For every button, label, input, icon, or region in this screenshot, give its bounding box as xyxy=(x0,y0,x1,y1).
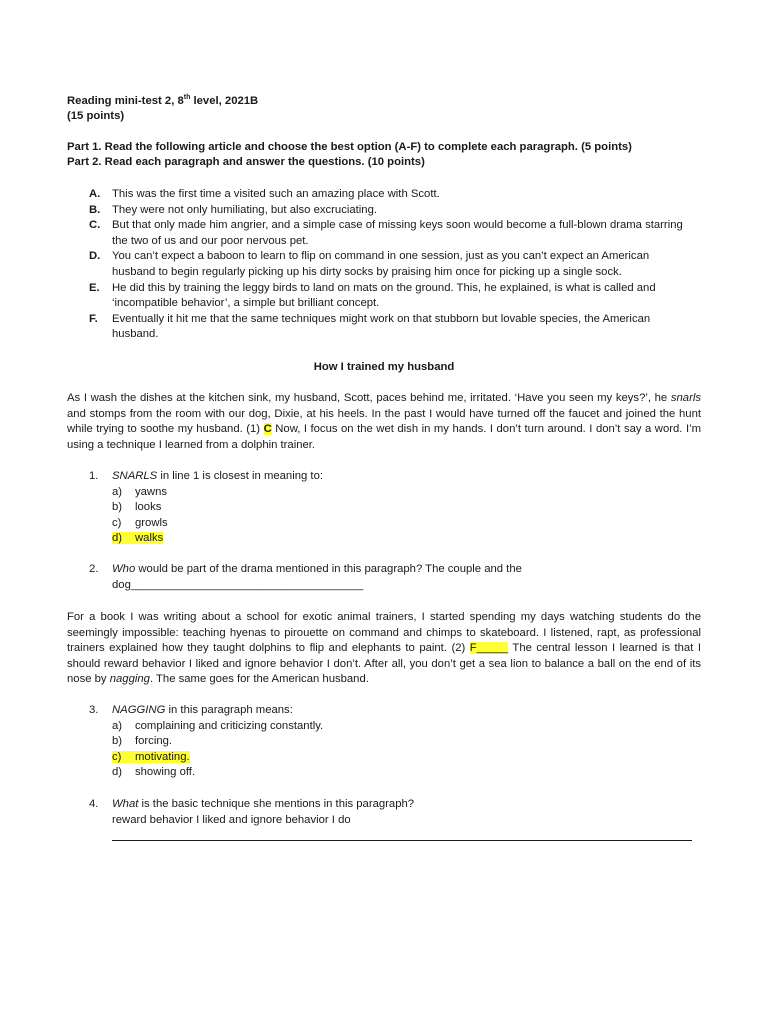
question-number: 1. xyxy=(89,470,99,482)
gap-answer-2: F_____ xyxy=(469,642,509,655)
option-letter: A. xyxy=(89,188,101,200)
question-text: is the basic technique she mentions in this paragraph? xyxy=(138,798,415,810)
question-text: would be part of the drama mentioned in this paragraph? The couple and the xyxy=(135,563,522,575)
question-keyword: Who xyxy=(112,563,136,575)
option-list xyxy=(67,187,687,343)
option-text: But that only made him angrier, and a simple case of missing keys soon would become a full-blown drama starring the two of us and our poor nervous pet. xyxy=(112,219,683,247)
question-item xyxy=(67,703,701,781)
answer-option-selected xyxy=(112,750,701,766)
question-number: 3. xyxy=(89,704,99,716)
paragraph-text: Now, I focus on the wet dish in my hands. I don’t turn around. I don’t say a word. I’m using a technique I learned from a dolphin trainer. xyxy=(67,423,701,451)
part2-instruction: Part 2. Read each paragraph and answer the questions. (10 points) xyxy=(67,156,425,168)
test-title xyxy=(67,94,707,110)
question-2 xyxy=(67,562,701,593)
paragraph-text: For a book I was writing about a school for exotic animal trainers, I started spending my days watching students do the seemingly impossible: teaching hyenas to pirouette on command and chimps to skateboard. I listened, rapt, as professional trainers explained how they taught dolphins to flip and elephants to paint. (2) xyxy=(67,611,701,655)
emphasized-word: snarls xyxy=(670,392,701,404)
option-item xyxy=(67,187,687,203)
paragraph-2 xyxy=(67,610,701,688)
option-item xyxy=(67,281,687,312)
option-label: d) xyxy=(112,766,123,779)
answer-option xyxy=(112,734,701,750)
answer-options xyxy=(112,485,701,547)
option-label: b) xyxy=(112,501,123,514)
option-label: d) xyxy=(112,532,123,545)
option-text: This was the first time a visited such an amazing place with Scott. xyxy=(112,188,440,200)
paragraph-1 xyxy=(67,391,701,453)
paragraph-text: As I wash the dishes at the kitchen sink, my husband, Scott, paces behind me, irritated. ‘Have you seen my keys?’, he xyxy=(67,392,671,404)
part1-instruction: Part 1. Read the following article and choose the best option (A-F) to complete each paragraph. (5 points) xyxy=(67,141,632,153)
answer-option-selected xyxy=(112,531,701,547)
question-1 xyxy=(67,469,701,547)
option-value: complaining and criticizing constantly. xyxy=(135,719,324,732)
gap-answer-1: C xyxy=(263,423,272,436)
question-4 xyxy=(67,797,701,847)
question-item xyxy=(67,797,701,847)
option-item xyxy=(67,312,687,343)
option-value: motivating. xyxy=(135,750,190,763)
paragraph-text: The central lesson I learned is that I should reward behavior I liked and ignore behavior I don’t. After all, you don’t get a sea lion to balance a ball on the end of its nose by xyxy=(67,642,701,686)
option-value: showing off. xyxy=(135,766,196,779)
answer-option xyxy=(112,765,701,781)
question-text: in line 1 is closest in meaning to: xyxy=(157,470,323,482)
option-value: growls xyxy=(135,516,168,529)
answer-text[interactable]: reward behavior I liked and ignore behavior I do xyxy=(112,813,351,826)
option-label: c) xyxy=(112,516,122,529)
question-number: 4. xyxy=(89,798,99,810)
answer-options xyxy=(112,719,701,781)
option-label: a) xyxy=(112,719,123,732)
answer-underline xyxy=(112,828,692,841)
answer-option xyxy=(112,516,701,532)
paragraph-text: and stomps from the room with our dog, Dixie, at his heels. In the past I would have turned off the faucet and joined the hunt while trying to soothe my husband. (1) xyxy=(67,407,701,436)
question-number: 2. xyxy=(89,563,99,575)
question-keyword: NAGGING xyxy=(112,704,166,716)
title-text: Reading mini-test 2, 8 xyxy=(67,95,184,107)
emphasized-word: nagging xyxy=(109,673,150,686)
option-letter: E. xyxy=(89,281,100,294)
option-item xyxy=(67,249,687,280)
answer-option xyxy=(112,485,701,501)
option-item xyxy=(67,218,687,249)
option-letter: F. xyxy=(89,312,98,325)
option-label: b) xyxy=(112,735,123,748)
option-letter: B. xyxy=(89,203,101,216)
question-item xyxy=(67,469,701,547)
question-text: in this paragraph means: xyxy=(165,704,293,716)
option-text: He did this by training the leggy birds to land on mats on the ground. This, he explained, is what is called and ‘incompatible behavior’, a simple but brilliant concept. xyxy=(112,281,656,310)
option-value: yawns xyxy=(135,485,168,498)
title-superscript: th xyxy=(183,94,191,102)
title-text-level: level, 2021B xyxy=(190,95,259,107)
option-text: They were not only humiliating, but also excruciating. xyxy=(112,203,377,216)
article-title: How I trained my husband xyxy=(313,361,455,373)
option-letter: C. xyxy=(89,219,101,232)
option-value: walks xyxy=(135,532,164,545)
option-value: forcing. xyxy=(135,735,173,748)
option-label: a) xyxy=(112,485,123,498)
option-value: looks xyxy=(135,501,162,514)
answer-line[interactable]: dog_____________________________________ xyxy=(112,578,364,591)
paragraph-text: . The same goes for the American husband. xyxy=(149,673,369,686)
question-keyword: What xyxy=(112,798,139,810)
option-letter: D. xyxy=(89,250,101,263)
option-text: You can’t expect a baboon to learn to flip on command in one session, just as you can’t expect an American husband to begin regularly picking up his dirty socks by praising him once for picking up a single sock. xyxy=(112,250,650,278)
answer-option xyxy=(112,719,701,735)
option-item xyxy=(67,203,687,219)
question-keyword: SNARLS xyxy=(112,470,158,482)
option-text: Eventually it hit me that the same techniques might work on that stubborn but lovable species, the American husband. xyxy=(112,312,651,341)
option-label: c) xyxy=(112,750,122,763)
question-item xyxy=(67,562,701,593)
answer-option xyxy=(112,500,701,516)
total-points: (15 points) xyxy=(67,110,125,122)
question-3 xyxy=(67,703,701,781)
